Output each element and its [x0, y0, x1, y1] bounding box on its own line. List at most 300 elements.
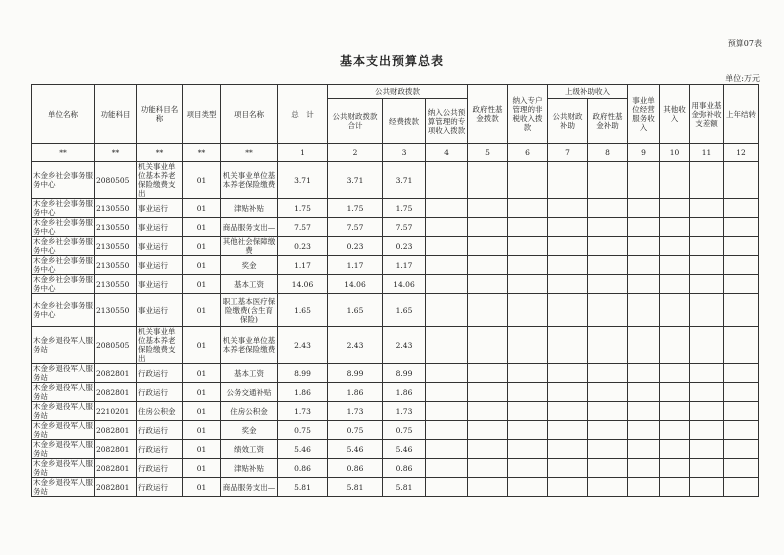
cell-unit-name: 木金乡退役军人服务站	[33, 402, 93, 420]
table-number-label: 预算07表	[727, 39, 762, 48]
cell-empty	[588, 421, 628, 440]
header-gov-fund: 政府性基金拨款	[468, 85, 508, 144]
cell-empty	[508, 199, 548, 218]
cell-empty	[588, 162, 628, 199]
cell-empty	[588, 294, 628, 327]
column-index: 2	[328, 144, 383, 162]
cell-unit-name: 木金乡社会事务服务中心	[33, 275, 93, 293]
cell-empty	[660, 256, 690, 275]
table-row	[32, 237, 759, 256]
cell-item-type: 01	[183, 162, 221, 199]
cell-empty	[426, 294, 468, 327]
table-row	[32, 459, 759, 478]
cell-item-name: 商品服务支出—	[221, 218, 278, 237]
table-row	[32, 383, 759, 402]
cell-funds: 3.71	[383, 162, 426, 199]
cell-total: 14.06	[278, 275, 328, 294]
cell-item-name: 商品服务支出—	[221, 478, 278, 497]
cell-func-name: 行政运行	[137, 383, 183, 402]
cell-public-subtotal: 5.81	[328, 478, 383, 497]
cell-empty	[660, 294, 690, 327]
cell-unit-name: 木金乡社会事务服务中心	[33, 199, 93, 217]
header-funds: 经费拨款	[383, 99, 426, 144]
cell-unit-name: 木金乡退役军人服务站	[33, 440, 93, 458]
column-index: **	[183, 144, 221, 162]
cell-item-type: 01	[183, 402, 221, 421]
cell-empty	[426, 478, 468, 497]
header-superior-public: 公共财政补助	[548, 99, 588, 144]
cell-empty	[588, 402, 628, 421]
cell-empty	[724, 275, 759, 294]
cell-empty	[588, 478, 628, 497]
cell-public-subtotal: 7.57	[328, 218, 383, 237]
header-public-finance-group: 公共财政拨款	[328, 85, 468, 99]
budget-table	[31, 84, 759, 497]
cell-empty	[548, 421, 588, 440]
cell-func-name: 行政运行	[137, 364, 183, 383]
cell-empty	[508, 327, 548, 364]
cell-empty	[468, 478, 508, 497]
cell-public-subtotal: 1.75	[328, 199, 383, 218]
cell-func-name: 行政运行	[137, 478, 183, 497]
cell-func-code: 2082801	[95, 364, 137, 383]
cell-unit-name: 木金乡社会事务服务中心	[33, 256, 93, 274]
cell-empty	[628, 421, 660, 440]
cell-empty	[468, 237, 508, 256]
cell-empty	[426, 383, 468, 402]
cell-empty	[724, 294, 759, 327]
cell-func-code: 2082801	[95, 383, 137, 402]
cell-empty	[548, 364, 588, 383]
cell-empty	[548, 459, 588, 478]
table-row	[32, 402, 759, 421]
cell-total: 1.86	[278, 383, 328, 402]
column-index: **	[221, 144, 278, 162]
cell-empty	[588, 199, 628, 218]
cell-public-subtotal: 1.65	[328, 294, 383, 327]
cell-empty	[468, 218, 508, 237]
header-special-income: 纳入公共预算管理的专项收入拨款	[426, 99, 468, 144]
cell-unit-name: 木金乡社会事务服务中心	[33, 218, 93, 236]
cell-public-subtotal: 0.75	[328, 421, 383, 440]
cell-empty	[690, 162, 724, 199]
cell-empty	[724, 256, 759, 275]
cell-empty	[724, 327, 759, 364]
cell-func-code: 2080505	[95, 162, 137, 199]
cell-func-code: 2082801	[95, 421, 137, 440]
cell-item-type: 01	[183, 440, 221, 459]
cell-func-name: 事业运行	[137, 275, 183, 294]
cell-total: 0.75	[278, 421, 328, 440]
cell-func-code: 2082801	[95, 478, 137, 497]
cell-item-type: 01	[183, 459, 221, 478]
cell-empty	[628, 440, 660, 459]
cell-empty	[690, 478, 724, 497]
cell-public-subtotal: 1.86	[328, 383, 383, 402]
cell-empty	[508, 275, 548, 294]
cell-total: 0.86	[278, 459, 328, 478]
cell-empty	[548, 275, 588, 294]
cell-empty	[548, 162, 588, 199]
cell-empty	[588, 237, 628, 256]
cell-empty	[508, 459, 548, 478]
cell-empty	[724, 421, 759, 440]
cell-empty	[660, 364, 690, 383]
cell-empty	[548, 383, 588, 402]
cell-item-name: 基本工资	[221, 275, 278, 294]
cell-public-subtotal: 5.46	[328, 440, 383, 459]
table-row	[32, 421, 759, 440]
cell-empty	[690, 294, 724, 327]
cell-public-subtotal: 8.99	[328, 364, 383, 383]
cell-empty	[660, 440, 690, 459]
cell-item-type: 01	[183, 294, 221, 327]
cell-empty	[660, 218, 690, 237]
cell-empty	[690, 421, 724, 440]
cell-empty	[628, 218, 660, 237]
cell-empty	[548, 402, 588, 421]
cell-item-type: 01	[183, 199, 221, 218]
column-index: 1	[278, 144, 328, 162]
cell-item-name: 其他社会保障缴费	[221, 237, 278, 256]
cell-empty	[468, 459, 508, 478]
cell-func-code: 2210201	[95, 402, 137, 421]
cell-item-type: 01	[183, 364, 221, 383]
cell-funds: 8.99	[383, 364, 426, 383]
table-row	[32, 199, 759, 218]
cell-empty	[508, 383, 548, 402]
cell-empty	[468, 256, 508, 275]
table-row	[32, 256, 759, 275]
cell-unit-name: 木金乡社会事务服务中心	[33, 237, 93, 255]
cell-public-subtotal: 2.43	[328, 327, 383, 364]
cell-empty	[508, 364, 548, 383]
cell-funds: 5.46	[383, 440, 426, 459]
cell-empty	[628, 199, 660, 218]
cell-empty	[660, 327, 690, 364]
cell-empty	[690, 218, 724, 237]
cell-unit-name: 木金乡退役军人服务站	[33, 478, 93, 496]
cell-empty	[690, 327, 724, 364]
cell-funds: 1.73	[383, 402, 426, 421]
cell-total: 1.75	[278, 199, 328, 218]
column-index: 7	[548, 144, 588, 162]
cell-empty	[468, 440, 508, 459]
header-row-1	[32, 85, 759, 99]
header-carryover: 上年结转	[724, 85, 759, 144]
cell-empty	[588, 327, 628, 364]
cell-empty	[724, 162, 759, 199]
cell-empty	[426, 237, 468, 256]
column-index: 5	[468, 144, 508, 162]
cell-total: 1.17	[278, 256, 328, 275]
cell-empty	[660, 459, 690, 478]
cell-empty	[508, 162, 548, 199]
cell-empty	[508, 421, 548, 440]
cell-func-name: 事业运行	[137, 237, 183, 256]
cell-empty	[690, 364, 724, 383]
cell-item-type: 01	[183, 218, 221, 237]
cell-empty	[724, 440, 759, 459]
cell-item-type: 01	[183, 421, 221, 440]
cell-empty	[724, 459, 759, 478]
cell-unit-name: 木金乡退役军人服务站	[32, 327, 95, 364]
cell-empty	[660, 162, 690, 199]
cell-empty	[628, 364, 660, 383]
header-item-type: 项目类型	[183, 85, 221, 144]
column-index-row	[32, 144, 759, 162]
cell-empty	[628, 459, 660, 478]
cell-empty	[588, 440, 628, 459]
table-row	[32, 327, 759, 364]
cell-func-name: 住房公积金	[137, 402, 183, 421]
header-other-income: 其他收入	[660, 85, 690, 144]
cell-funds: 14.06	[383, 275, 426, 294]
cell-empty	[588, 383, 628, 402]
header-func-code: 功能科目	[95, 85, 137, 144]
cell-empty	[628, 327, 660, 364]
cell-empty	[660, 402, 690, 421]
cell-funds: 1.75	[383, 199, 426, 218]
cell-empty	[548, 294, 588, 327]
cell-func-code: 2130550	[95, 218, 137, 237]
cell-func-code: 2080505	[95, 327, 137, 364]
cell-empty	[508, 237, 548, 256]
cell-unit-name: 木金乡社会事务服务中心	[32, 294, 95, 327]
cell-empty	[660, 421, 690, 440]
cell-empty	[508, 218, 548, 237]
cell-func-code: 2130550	[95, 199, 137, 218]
cell-empty	[628, 162, 660, 199]
cell-empty	[724, 364, 759, 383]
cell-unit-name: 木金乡退役军人服务站	[33, 364, 93, 382]
column-index: 11	[690, 144, 724, 162]
cell-item-name: 职工基本医疗保险缴费(含生育保险)	[221, 294, 278, 327]
cell-total: 3.71	[278, 162, 328, 199]
table-row	[32, 478, 759, 497]
cell-funds: 0.75	[383, 421, 426, 440]
cell-item-type: 01	[183, 478, 221, 497]
cell-item-name: 机关事业单位基本养老保险缴费	[221, 162, 278, 199]
cell-empty	[690, 237, 724, 256]
cell-empty	[628, 256, 660, 275]
cell-empty	[690, 402, 724, 421]
cell-empty	[588, 256, 628, 275]
column-index: 3	[383, 144, 426, 162]
cell-empty	[508, 478, 548, 497]
cell-funds: 5.81	[383, 478, 426, 497]
cell-empty	[588, 459, 628, 478]
cell-total: 5.46	[278, 440, 328, 459]
cell-item-type: 01	[183, 327, 221, 364]
cell-funds: 1.17	[383, 256, 426, 275]
cell-empty	[468, 275, 508, 294]
cell-funds: 7.57	[383, 218, 426, 237]
cell-unit-name: 木金乡退役军人服务站	[33, 421, 93, 439]
cell-func-name: 机关事业单位基本养老保险缴费支出	[137, 327, 183, 364]
cell-empty	[628, 402, 660, 421]
cell-empty	[426, 459, 468, 478]
cell-empty	[724, 383, 759, 402]
cell-empty	[468, 162, 508, 199]
cell-func-name: 行政运行	[137, 459, 183, 478]
cell-empty	[628, 294, 660, 327]
cell-item-type: 01	[183, 275, 221, 294]
cell-empty	[426, 364, 468, 383]
cell-empty	[508, 402, 548, 421]
cell-item-name: 住房公积金	[221, 402, 278, 421]
cell-item-name: 津贴补贴	[221, 459, 278, 478]
cell-empty	[628, 478, 660, 497]
cell-empty	[690, 275, 724, 294]
unit-label: 单位:万元	[725, 74, 760, 83]
cell-empty	[588, 275, 628, 294]
column-index: 9	[628, 144, 660, 162]
cell-public-subtotal: 1.17	[328, 256, 383, 275]
cell-public-subtotal: 0.23	[328, 237, 383, 256]
cell-public-subtotal: 3.71	[328, 162, 383, 199]
cell-empty	[468, 421, 508, 440]
cell-empty	[548, 218, 588, 237]
cell-funds: 1.65	[383, 294, 426, 327]
cell-empty	[724, 237, 759, 256]
cell-total: 8.99	[278, 364, 328, 383]
cell-total: 1.73	[278, 402, 328, 421]
cell-total: 0.23	[278, 237, 328, 256]
cell-empty	[508, 294, 548, 327]
cell-empty	[724, 402, 759, 421]
cell-func-code: 2130550	[95, 256, 137, 275]
header-func-name: 功能科目名称	[137, 85, 183, 144]
cell-total: 2.43	[278, 327, 328, 364]
cell-item-name: 津贴补贴	[221, 199, 278, 218]
table-row	[32, 440, 759, 459]
table-row	[32, 364, 759, 383]
cell-empty	[426, 327, 468, 364]
cell-empty	[690, 440, 724, 459]
cell-empty	[508, 256, 548, 275]
cell-empty	[628, 275, 660, 294]
cell-funds: 1.86	[383, 383, 426, 402]
column-index: 12	[724, 144, 759, 162]
cell-func-name: 行政运行	[137, 440, 183, 459]
table-row	[32, 218, 759, 237]
table-row	[32, 275, 759, 294]
cell-total: 7.57	[278, 218, 328, 237]
cell-empty	[426, 440, 468, 459]
column-index: **	[95, 144, 137, 162]
table-row	[32, 294, 759, 327]
header-item-name: 项目名称	[221, 85, 278, 144]
cell-item-type: 01	[183, 383, 221, 402]
cell-empty	[426, 218, 468, 237]
cell-empty	[690, 199, 724, 218]
cell-empty	[690, 383, 724, 402]
cell-empty	[660, 199, 690, 218]
cell-item-name: 奖金	[221, 421, 278, 440]
cell-func-code: 2130550	[95, 275, 137, 294]
cell-empty	[468, 402, 508, 421]
cell-item-name: 机关事业单位基本养老保险缴费	[221, 327, 278, 364]
column-index: 6	[508, 144, 548, 162]
cell-total: 5.81	[278, 478, 328, 497]
cell-item-name: 基本工资	[221, 364, 278, 383]
cell-empty	[426, 162, 468, 199]
column-index: 4	[426, 144, 468, 162]
cell-empty	[548, 478, 588, 497]
cell-item-name: 绩效工资	[221, 440, 278, 459]
cell-empty	[690, 459, 724, 478]
cell-empty	[426, 199, 468, 218]
cell-func-code: 2130550	[95, 237, 137, 256]
cell-empty	[588, 364, 628, 383]
cell-empty	[548, 199, 588, 218]
page-title: 基本支出预算总表	[339, 54, 444, 68]
cell-empty	[628, 383, 660, 402]
header-business-income: 事业单位经营服务收入	[628, 85, 660, 144]
header-nontax-income: 纳入专户管理的非税收入拨款	[508, 85, 548, 144]
cell-empty	[468, 364, 508, 383]
header-total: 总 计	[278, 85, 328, 144]
cell-func-name: 事业运行	[137, 199, 183, 218]
header-use-fund: 用事业基金弥补收支差额	[690, 85, 724, 144]
cell-item-type: 01	[183, 256, 221, 275]
cell-unit-name: 木金乡社会事务服务中心	[32, 162, 95, 199]
cell-empty	[548, 256, 588, 275]
cell-public-subtotal: 14.06	[328, 275, 383, 294]
header-unit-name: 单位名称	[32, 85, 95, 144]
cell-funds: 0.86	[383, 459, 426, 478]
cell-func-code: 2130550	[95, 294, 137, 327]
cell-empty	[468, 199, 508, 218]
cell-funds: 2.43	[383, 327, 426, 364]
column-index: 8	[588, 144, 628, 162]
cell-empty	[426, 421, 468, 440]
cell-func-code: 2082801	[95, 440, 137, 459]
cell-empty	[548, 440, 588, 459]
column-index: **	[32, 144, 95, 162]
cell-empty	[468, 383, 508, 402]
header-superior-gov: 政府性基金补助	[588, 99, 628, 144]
cell-func-name: 事业运行	[137, 256, 183, 275]
cell-empty	[660, 478, 690, 497]
cell-empty	[426, 275, 468, 294]
cell-unit-name: 木金乡退役军人服务站	[33, 459, 93, 477]
cell-empty	[660, 383, 690, 402]
cell-total: 1.65	[278, 294, 328, 327]
cell-empty	[508, 440, 548, 459]
cell-empty	[426, 256, 468, 275]
cell-empty	[548, 327, 588, 364]
cell-empty	[468, 294, 508, 327]
cell-func-code: 2082801	[95, 459, 137, 478]
cell-func-name: 机关事业单位基本养老保险缴费支出	[137, 162, 183, 199]
cell-unit-name: 木金乡退役军人服务站	[33, 383, 93, 401]
cell-empty	[628, 237, 660, 256]
cell-empty	[690, 256, 724, 275]
cell-func-name: 事业运行	[137, 294, 183, 327]
cell-func-name: 行政运行	[137, 421, 183, 440]
cell-item-name: 奖金	[221, 256, 278, 275]
cell-public-subtotal: 1.73	[328, 402, 383, 421]
header-superior-subsidy-group: 上级补助收入	[548, 85, 628, 99]
cell-public-subtotal: 0.86	[328, 459, 383, 478]
cell-empty	[660, 237, 690, 256]
cell-func-name: 事业运行	[137, 218, 183, 237]
cell-empty	[426, 402, 468, 421]
cell-empty	[724, 199, 759, 218]
column-index: 10	[660, 144, 690, 162]
